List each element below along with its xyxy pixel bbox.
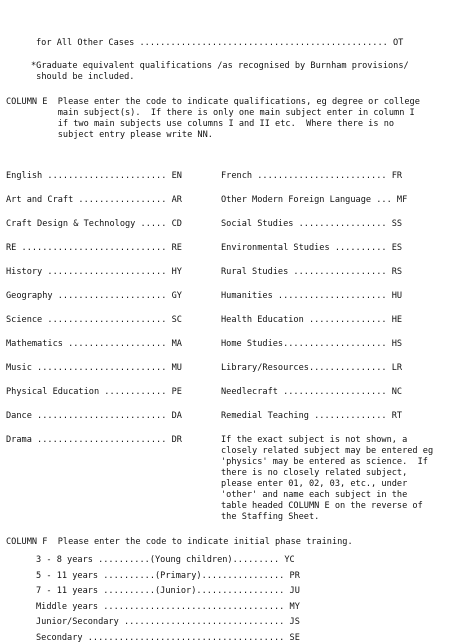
subject-code-item: Rural Studies .................. RS (221, 267, 403, 277)
subject-code-item: Home Studies.................... HS (221, 339, 403, 349)
subject-code-item: Drama ......................... DR (6, 435, 182, 445)
subject-code-item: Library/Resources............... LR (221, 363, 403, 373)
subject-code-item: Other Modern Foreign Language ... MF (221, 195, 408, 205)
phase-code-item: Middle years ................................... MY (36, 602, 300, 612)
subject-code-item: English ....................... EN (6, 171, 182, 181)
subject-code-item: RE ............................ RE (6, 243, 182, 253)
subject-code-item: Health Education ............... HE (221, 315, 403, 325)
subject-code-item: Environmental Studies .......... ES (221, 243, 403, 253)
note-line: 'other' and name each subject in the (221, 490, 408, 500)
subject-code-item: Social Studies ................. SS (221, 219, 403, 229)
column-f-intro: COLUMN F Please enter the code to indicate initial phase training. (6, 537, 353, 547)
subject-code-item: Mathematics ................... MA (6, 339, 182, 349)
graduate-note-line-2: should be included. (31, 72, 135, 82)
subject-code-item: Geography ..................... GY (6, 291, 182, 301)
subject-code-item: Music ......................... MU (6, 363, 182, 373)
note-line: please enter 01, 02, 03, etc., under (221, 479, 408, 489)
column-e-intro-line-3: if two main subjects use columns I and II etc. Where there is no (6, 119, 395, 129)
graduate-note-line-1: *Graduate equivalent qualifications /as recognised by Burnham provisions/ (31, 61, 409, 71)
phase-code-item: Secondary ...................................... SE (36, 633, 300, 643)
subject-code-item: Science ....................... SC (6, 315, 182, 325)
phase-code-item: 5 - 11 years ..........(Primary)................ PR (36, 571, 300, 581)
column-e-intro-line-1: COLUMN E Please enter the code to indicate qualifications, eg degree or college (6, 97, 420, 107)
note-line: If the exact subject is not shown, a (221, 435, 408, 445)
subject-code-item: History ....................... HY (6, 267, 182, 277)
phase-code-item: Junior/Secondary ............................... JS (36, 617, 300, 627)
subject-code-item: Humanities ..................... HU (221, 291, 403, 301)
subject-code-item: Craft Design & Technology ..... CD (6, 219, 182, 229)
subject-code-item: Dance ......................... DA (6, 411, 182, 421)
phase-code-item: 7 - 11 years ..........(Junior)................. JU (36, 586, 300, 596)
subject-code-item: Art and Craft ................. AR (6, 195, 182, 205)
column-e-intro-line-4: subject entry please write NN. (6, 130, 213, 140)
subject-code-item: French ......................... FR (221, 171, 403, 181)
phase-code-item: 3 - 8 years ..........(Young children)......... YC (36, 555, 295, 565)
subject-code-item: Physical Education ............ PE (6, 387, 182, 397)
note-line: closely related subject may be entered eg (221, 446, 434, 456)
subject-code-item: Remedial Teaching .............. RT (221, 411, 403, 421)
subject-code-item: Needlecraft .................... NC (221, 387, 403, 397)
note-line: there is no closely related subject, (221, 468, 408, 478)
note-line: 'physics' may be entered as science. If (221, 457, 428, 467)
column-e-intro-line-2: main subject(s). If there is only one main subject enter in column I (6, 108, 415, 118)
note-line: the Staffing Sheet. (221, 512, 320, 522)
other-cases-line: for All Other Cases ................................................ OT (36, 38, 404, 48)
note-line: table headed COLUMN E on the reverse of (221, 501, 423, 511)
